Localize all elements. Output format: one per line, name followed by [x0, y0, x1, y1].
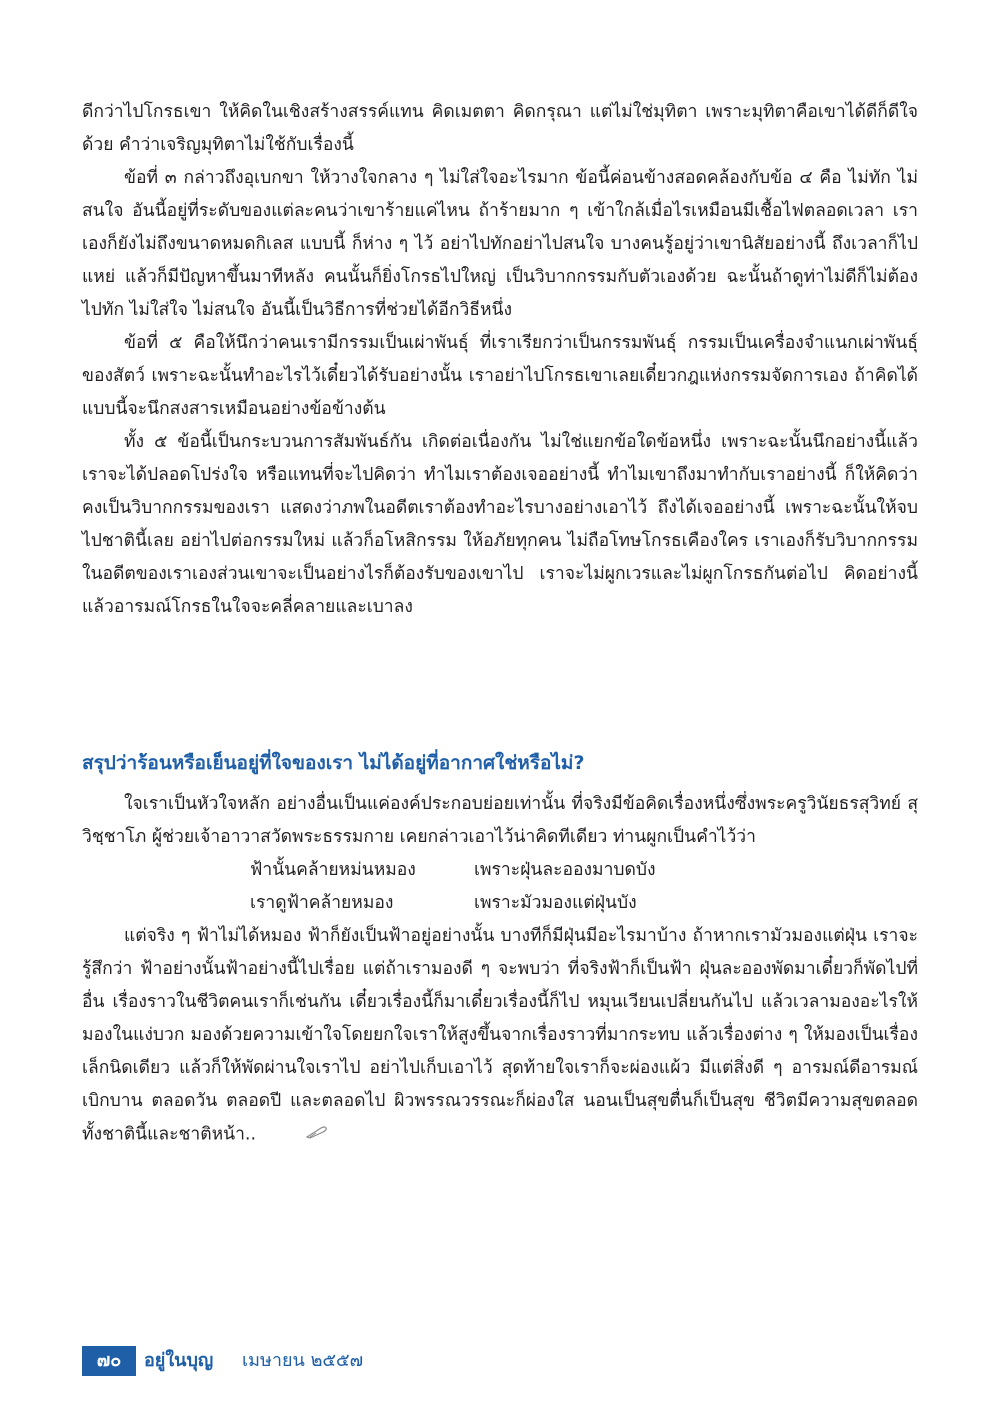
poem-line [250, 854, 810, 887]
paragraph: ดีกว่าไปโกรธเขา ให้คิดในเชิงสร้างสรรค์แทน คิดเมตตา คิดกรุณา แต่ไม่ใช่มุทิตา เพราะมุทิตาคือเขาได้ดีก็ดีใจด้วย คำว่าเจริญมุทิตาไม่ใช้กับเรื่องนี้ [82, 102, 918, 155]
poem-line-left: เราดูฟ้าคล้ายหมอง [250, 893, 394, 913]
article-body-part-1 [82, 96, 918, 624]
paragraph: ทั้ง ๕ ข้อนี้เป็นกระบวนการสัมพันธ์กัน เกิดต่อเนื่องกัน ไม่ใช่แยกข้อใดข้อหนึ่ง เพราะฉะนั้นนึกอย่างนี้แล้วเราจะได้ปลอดโปร่งใจ หรือแทนที่จะไปคิดว่า ทำไมเราต้องเจออย่างนี้ ทำไมเขาถึงมาทำกับเราอย่างนี้ ก็ให้คิดว่าคงเป็นวิบากกรรมของเรา แสดงว่าภพในอดีตเราต้องทำอะไรบางอย่างเอาไว้ ถึงได้เจออย่างนี้ เพราะฉะนั้นให้จบไปชาตินี้เลย อย่าไปต่อกรรมใหม่ แล้วก็อโหสิกรรม ให้อภัยทุกคน ไม่ถือโทษโกรธเคืองใคร เราเองก็รับวิบากกรรมในอดีตของเราเองส่วนเขาจะเป็นอย่างไรก็ต้องรับของเขาไป เราจะไม่ผูกเวรและไม่ผูกโกรธกันต่อไป คิดอย่างนี้แล้วอารมณ์โกรธในใจจะคลี่คลายและเบาลง [82, 432, 918, 617]
page-footer [82, 1346, 582, 1376]
page-number: ๗๐ [82, 1346, 136, 1376]
issue-date: เมษายน ๒๕๕๗ [242, 1350, 364, 1371]
closing-paragraph [82, 920, 918, 1152]
pen-nib-icon [264, 1118, 328, 1151]
paragraph: ข้อที่ ๕ คือให้นึกว่าคนเรามีกรรมเป็นเผ่าพันธุ์ ที่เราเรียกว่าเป็นกรรมพันธุ์ กรรมเป็นเครื่องจำแนกเผ่าพันธุ์ของสัตว์ เพราะฉะนั้นทำอะไรไว้เดี๋ยวได้รับอย่างนั้น เราอย่าไปโกรธเขาเลยเดี๋ยวกฎแห่งกรรมจัดการเอง ถ้าคิดได้แบบนี้จะนึกสงสารเหมือนอย่างข้อข้างต้น [82, 333, 918, 419]
intro-paragraph: ใจเราเป็นหัวใจหลัก อย่างอื่นเป็นแค่องค์ประกอบย่อยเท่านั้น ที่จริงมีข้อคิดเรื่องหนึ่งซึ่งพระครูวินัยธรสุวิทย์ สุวิชฺชาโภ ผู้ช่วยเจ้าอาวาสวัดพระธรรมกาย เคยกล่าวเอาไว้น่าคิดทีเดียว ท่านผูกเป็นคำไว้ว่า [82, 794, 918, 847]
poem-line-right: เพราะมัวมองแต่ฝุ่นบัง [474, 893, 637, 913]
poem [82, 854, 918, 920]
poem-line-right: เพราะฝุ่นละอองมาบดบัง [474, 860, 656, 880]
closing-paragraph-text: แต่จริง ๆ ฟ้าไม่ได้หมอง ฟ้าก็ยังเป็นฟ้าอยู่อย่างนั้น บางทีก็มีฝุ่นมีอะไรมาบ้าง ถ้าหากเรามัวมองแต่ฝุ่น เราจะรู้สึกว่า ฟ้าอย่างนั้นฟ้าอย่างนี้ไปเรื่อย แต่ถ้าเรามองดี ๆ จะพบว่า ที่จริงฟ้าก็เป็นฟ้า ฝุ่นละอองพัดมาเดี๋ยวก็พัดไปที่อื่น เรื่องราวในชีวิตคนเราก็เช่นกัน เดี๋ยวเรื่องนี้ก็มาเดี๋ยวเรื่องนี้ก็ไป หมุนเวียนเปลี่ยนกันไป แล้วเวลามองอะไรให้มองในแง่บวก มองด้วยความเข้าใจโดยยกใจเราให้สูงขึ้นจากเรื่องราวที่มากระทบ แล้วเรื่องต่าง ๆ ให้มองเป็นเรื่องเล็กนิดเดียว แล้วก็ให้พัดผ่านใจเราไป อย่าไปเก็บเอาไว้ สุดท้ายใจเราก็จะผ่องแผ้ว มีแต่สิ่งดี ๆ อารมณ์ดีอารมณ์เบิกบาน ตลอดวัน ตลอดปี และตลอดไป ผิวพรรณวรรณะก็ผ่องใส นอนเป็นสุขตื่นก็เป็นสุข ชีวิตมีความสุขตลอดทั้งชาตินี้และชาติหน้า.. [82, 926, 918, 1145]
article-body-part-2 [82, 788, 918, 1152]
poem-line [250, 887, 810, 920]
poem-line-left: ฟ้านั้นคล้ายหม่นหมอง [250, 860, 416, 880]
paragraph: ข้อที่ ๓ กล่าวถึงอุเบกขา ให้วางใจกลาง ๆ ไม่ใส่ใจอะไรมาก ข้อนี้ค่อนข้างสอดคล้องกับข้อ ๔ คือ ไม่ทัก ไม่สนใจ อันนี้อยู่ที่ระดับของแต่ละคนว่าเขาร้ายแค่ไหน ถ้าร้ายมาก ๆ เข้าใกล้เมื่อไรเหมือนมีเชื้อไฟตลอดเวลา เราเองก็ยังไม่ถึงขนาดหมดกิเลส แบบนี้ ก็ห่าง ๆ ไว้ อย่าไปทักอย่าไปสนใจ บางคนรู้อยู่ว่าเขานิสัยอย่างนี้ ถึงเวลาก็ไปแหย่ แล้วก็มีปัญหาขึ้นมาทีหลัง คนนั้นก็ยิ่งโกรธไปใหญ่ เป็นวิบากกรรมกับตัวเองด้วย ฉะนั้นถ้าดูท่าไม่ดีก็ไม่ต้องไปทัก ไม่ใส่ใจ ไม่สนใจ อันนี้เป็นวิธีการที่ช่วยได้อีกวิธีหนึ่ง [82, 168, 918, 320]
magazine-name: อยู่ในบุญ [144, 1350, 214, 1371]
section-heading: สรุปว่าร้อนหรือเย็นอยู่ที่ใจของเรา ไม่ได้อยู่ที่อากาศใช่หรือไม่? [82, 752, 585, 774]
